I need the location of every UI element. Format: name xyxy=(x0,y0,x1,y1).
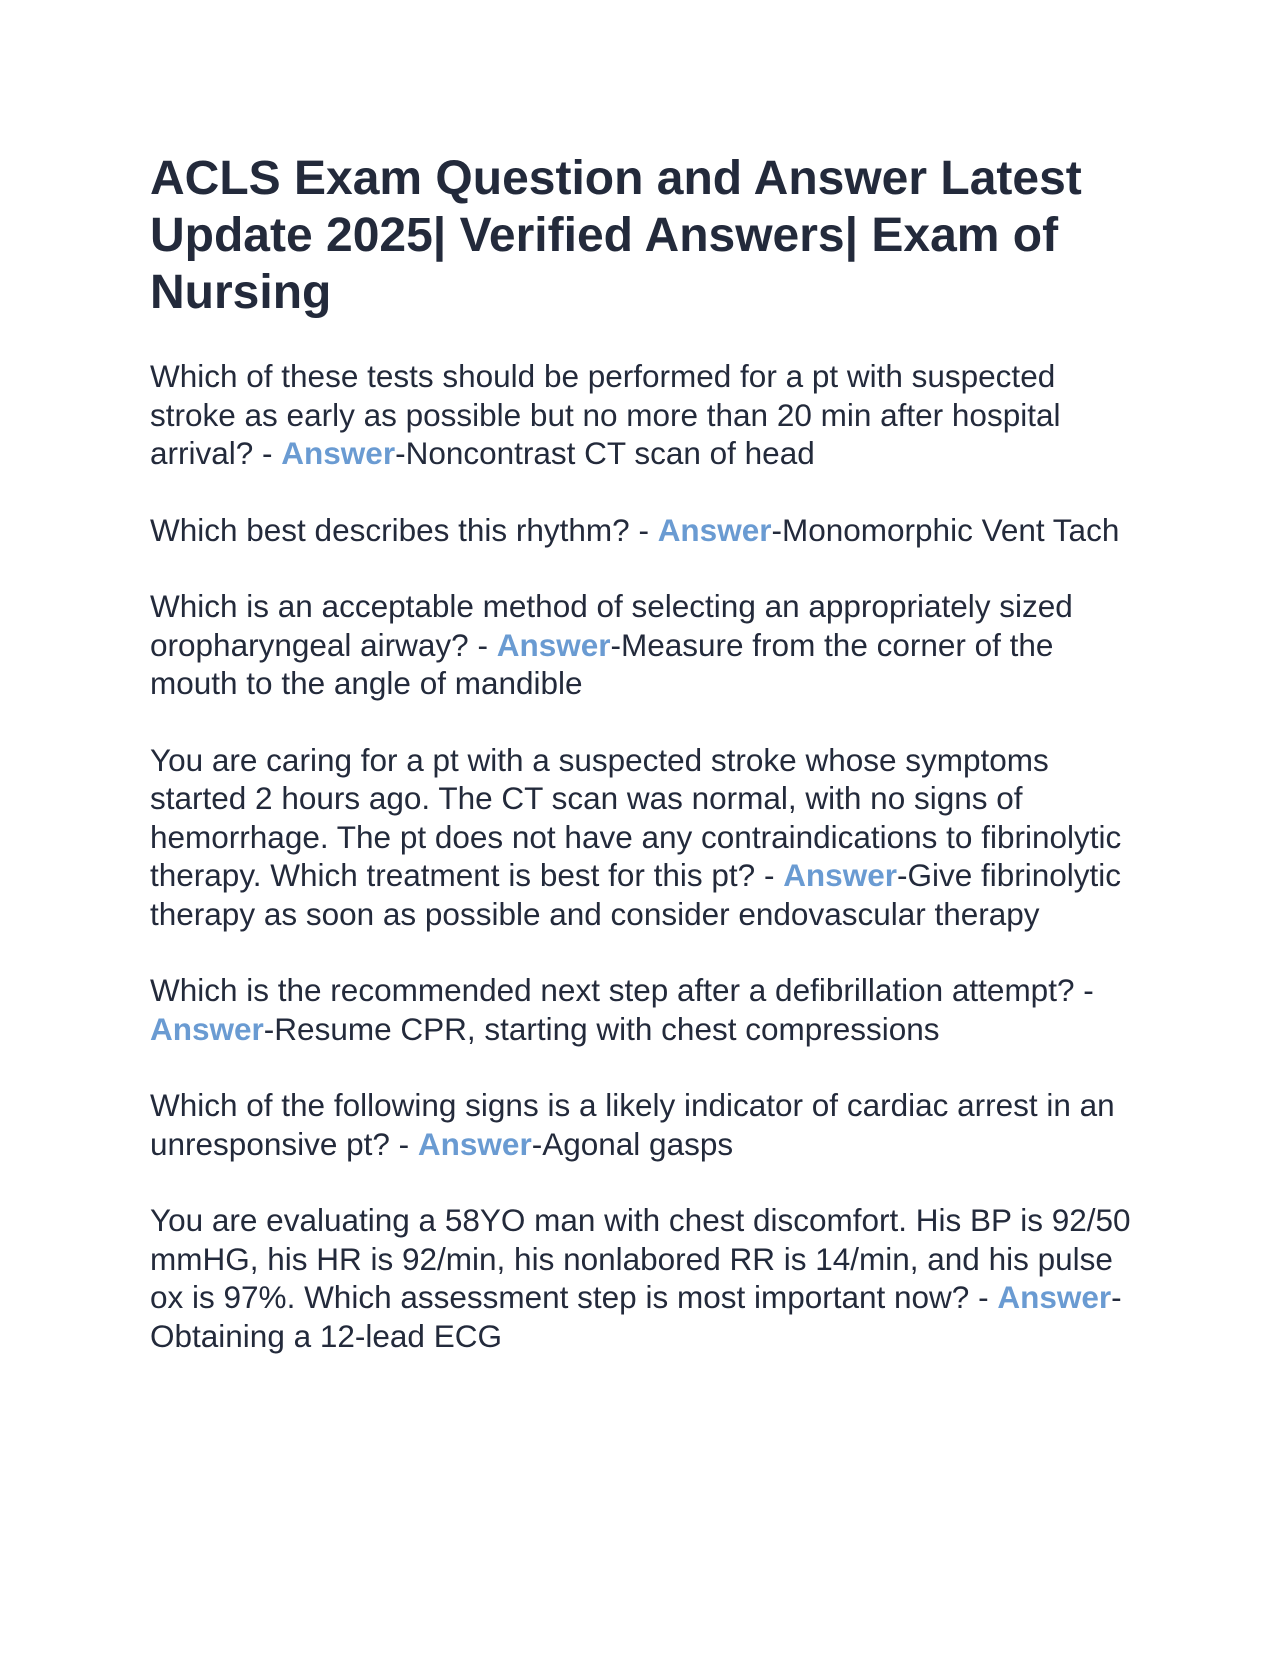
answer-text: Resume CPR, starting with chest compressions xyxy=(274,1010,940,1047)
separator: - xyxy=(969,1279,998,1315)
qa-item xyxy=(150,741,1140,934)
answer-label: Answer xyxy=(417,1125,532,1162)
answer-text: Measure from the corner of the mouth to the angle of mandible xyxy=(150,626,1054,701)
answer-prefix: - xyxy=(395,435,406,471)
answer-label: Answer xyxy=(783,857,897,893)
answer-label: Answer xyxy=(657,511,772,548)
answer-label: Answer xyxy=(997,1279,1112,1315)
answer-prefix: - xyxy=(896,857,908,893)
question-text: Which of these tests should be performed for a pt with suspected stroke as early as possible but no more than 20 min after hospital arrival? xyxy=(150,358,1061,471)
answer-label: Answer xyxy=(281,435,396,471)
question-text: You are caring for a pt with a suspected stroke whose symptoms started 2 hours ago. The CT scan was normal, with no signs of hemorrhage. The pt does not have any contraindications to fibrinolytic therapy. Which treatment is best for this pt? xyxy=(150,741,1122,893)
answer-prefix: - xyxy=(263,1010,275,1047)
qa-list xyxy=(150,357,1140,1355)
separator: - xyxy=(755,857,784,893)
question-text: Which is the recommended next step after a defibrillation attempt? xyxy=(150,972,1075,1008)
separator: - xyxy=(253,435,282,471)
answer-label: Answer xyxy=(496,626,611,663)
qa-item xyxy=(150,587,1140,703)
answer-text: Monomorphic Vent Tach xyxy=(781,511,1120,548)
answer-prefix: - xyxy=(531,1125,543,1162)
qa-item xyxy=(150,1201,1140,1355)
answer-label: Answer xyxy=(150,1010,264,1047)
question-text: You are evaluating a 58YO man with chest discomfort. His BP is 92/50 mmHG, his HR is 92/min, his nonlabored RR is 14/min, and his pulse ox is 97%. Which assessment step is most important now? xyxy=(150,1202,1131,1315)
answer-prefix: - xyxy=(1111,1279,1122,1315)
qa-item xyxy=(150,1086,1140,1163)
answer-prefix: - xyxy=(771,511,782,548)
qa-item xyxy=(150,971,1140,1048)
document-page xyxy=(150,150,1140,1393)
qa-item xyxy=(150,511,1140,550)
document-title: ACLS Exam Question and Answer Latest Update 2025| Verified Answers| Exam of Nursing xyxy=(150,152,1082,319)
separator: - xyxy=(389,1125,418,1162)
question-text: Which of the following signs is a likely indicator of cardiac arrest in an unresponsive pt? xyxy=(150,1087,1115,1162)
separator: - xyxy=(1074,972,1094,1008)
answer-prefix: - xyxy=(610,626,621,663)
answer-text: Obtaining a 12-lead ECG xyxy=(150,1317,502,1354)
separator: - xyxy=(468,626,497,663)
separator: - xyxy=(629,511,658,548)
answer-text: Agonal gasps xyxy=(542,1125,734,1162)
question-text: Which is an acceptable method of selecting an appropriately sized oropharyngeal airway? xyxy=(150,588,1073,663)
question-text: Which best describes this rhythm? xyxy=(150,511,630,548)
answer-text: Give fibrinolytic therapy as soon as possible and consider endovascular therapy xyxy=(150,857,1122,932)
answer-text: Noncontrast CT scan of head xyxy=(405,435,815,471)
qa-item xyxy=(150,357,1140,473)
